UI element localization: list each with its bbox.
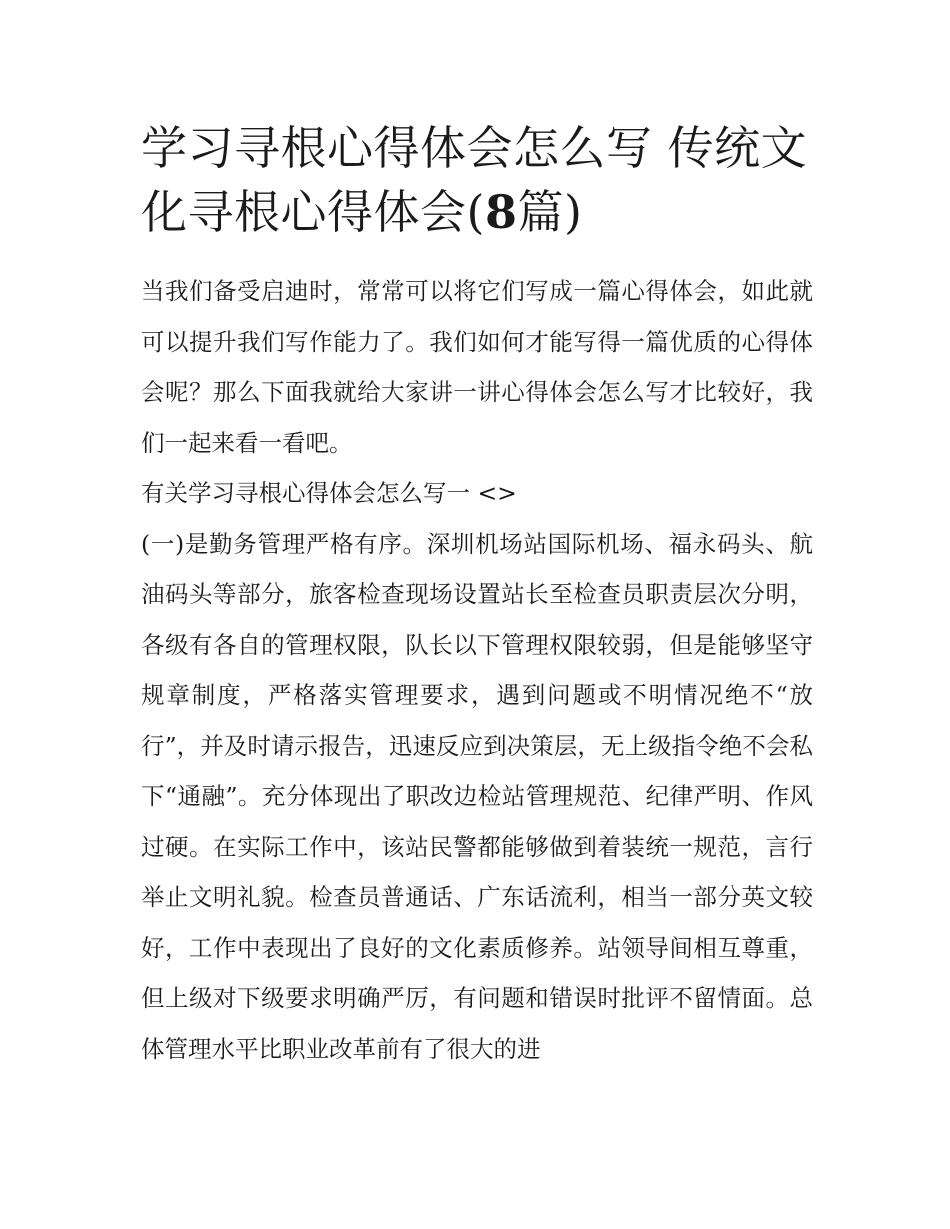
- title-number: 8: [484, 185, 518, 239]
- section-heading: 有关学习寻根心得体会怎么写一 <>: [141, 479, 517, 507]
- document-title: [141, 116, 813, 244]
- title-suffix: 篇): [517, 185, 583, 239]
- title-block: [141, 116, 813, 244]
- intro-paragraph: 当我们备受启迪时，常常可以将它们写成一篇心得体会，如此就可以提升我们写作能力了。我们如何才能写得一篇优质的心得体会呢？那么下面我就给大家讲一讲心得体会怎么写才比较好，我们一起来看一看吧。: [141, 277, 813, 457]
- body-paragraph: (一)是勤务管理严格有序。深圳机场站国际机场、福永码头、航油码头等部分，旅客检查现场设置站长至检查员职责层次分明，各级有各自的管理权限，队长以下管理权限较弱，但是能够坚守规章制度，严格落实管理要求，遇到问题或不明情况绝不“放行”，并及时请示报告，迅速反应到决策层，无上级指令绝不会私下“通融”。充分体现出了职改边检站管理规范、纪律严明、作风过硬。在实际工作中，该站民警都能够做到着装统一规范，言行举止文明礼貌。检查员普通话、广东话流利，相当一部分英文较好，工作中表现出了良好的文化素质修养。站领导间相互尊重，但上级对下级要求明确严厉，有问题和错误时批评不留情面。总体管理水平比职业改革前有了很大的进: [141, 529, 813, 1063]
- document-body: [141, 116, 813, 1074]
- title-text: 学习寻根心得体会怎么写 传统文化寻根心得体会(: [141, 121, 808, 239]
